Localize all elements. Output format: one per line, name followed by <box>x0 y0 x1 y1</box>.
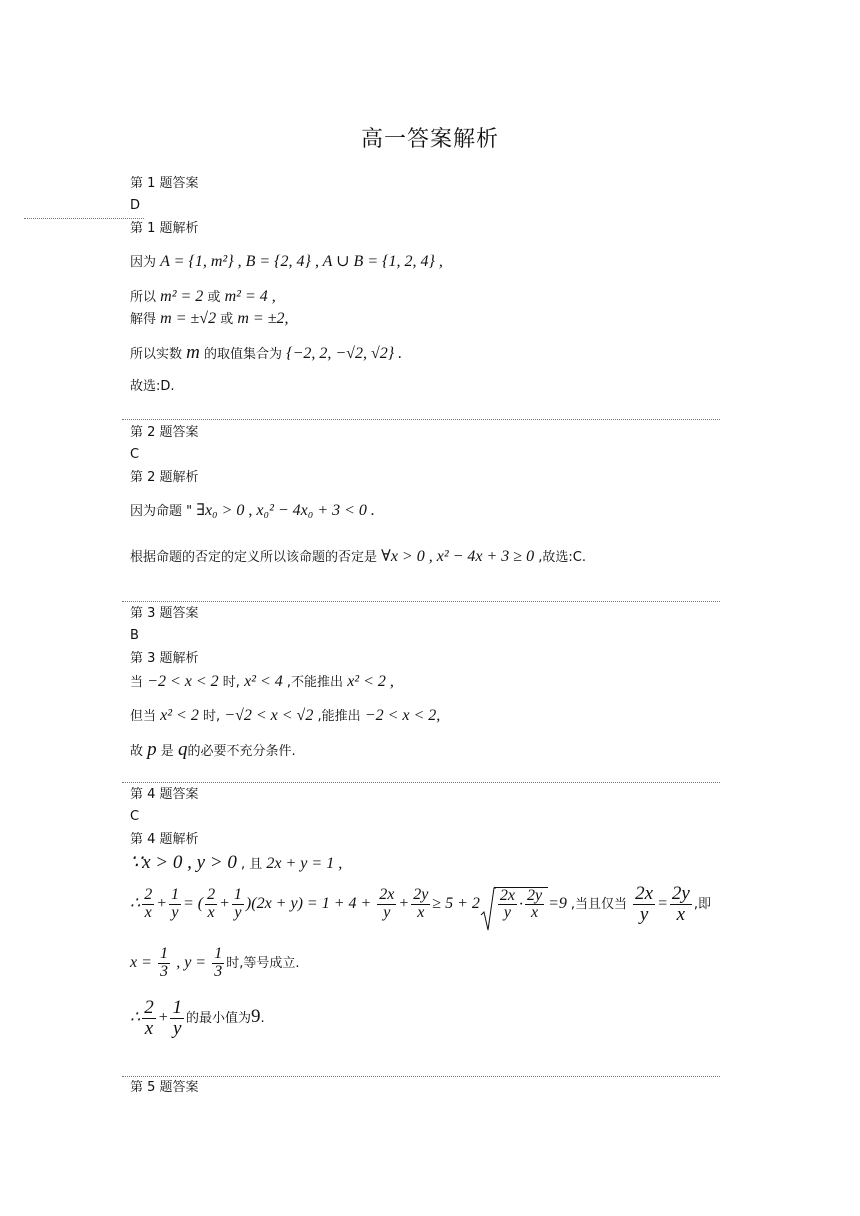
formula: ∀x > 0 , x² − 4x + 3 ≥ 0 <box>381 548 535 565</box>
q4-analysis-heading: 第 4 题解析 <box>130 832 199 847</box>
text: ,故选:C. <box>538 550 586 565</box>
formula: m = ±√2 <box>160 310 217 327</box>
text: 时, <box>203 709 221 724</box>
formula: 2x + y = 1 , <box>266 855 343 872</box>
q2-answer: C <box>130 447 140 462</box>
q1-answer-heading: 第 1 题答案 <box>130 176 199 191</box>
divider <box>24 218 144 219</box>
formula: x² < 2 , <box>347 673 394 690</box>
q3-answer-heading: 第 3 题答案 <box>130 606 199 621</box>
q1-answer: D <box>130 198 141 213</box>
text: 的取值集合为 <box>204 347 283 362</box>
formula: $\frac{1}{3}$ <box>214 945 223 980</box>
variable: q <box>177 739 188 760</box>
formula: {−2, 2, −√2, √2} . <box>286 345 403 362</box>
q3-line-1 <box>130 674 394 690</box>
text: 或 <box>207 290 221 305</box>
q1-line-3 <box>130 311 289 327</box>
formula: x = <box>130 953 152 971</box>
q1-line-2 <box>130 289 276 305</box>
q2-analysis-heading: 第 2 题解析 <box>130 470 199 485</box>
formula: −2 < x < 2 <box>147 673 219 690</box>
text: ,即 <box>693 897 711 913</box>
text: 时, <box>222 675 240 690</box>
q2-line-1 <box>130 503 375 519</box>
q3-answer: B <box>130 628 139 643</box>
q4-line-3 <box>130 946 300 981</box>
text: 所以实数 <box>130 347 183 362</box>
q3-line-3 <box>130 740 296 759</box>
text: 因为命题 " <box>130 504 193 519</box>
text: ,能推出 <box>317 709 361 724</box>
formula: m² = 4 , <box>224 288 276 305</box>
divider <box>122 782 720 783</box>
q2-answer-heading: 第 2 题答案 <box>130 425 199 440</box>
text: 的最小值为 <box>185 1011 251 1027</box>
formula: ∴ $\frac{2}{x}$ + $\frac{1}{y}$ <box>130 997 182 1039</box>
formula: A = {1, m²} , B = {2, 4} , A ∪ B = {1, 2, 4} , <box>160 253 443 270</box>
text: 的必要不充分条件. <box>187 744 296 759</box>
text: ,不能推出 <box>286 675 344 690</box>
formula: $\frac{2x}{y}$ = $\frac{2y}{x}$ <box>635 883 690 925</box>
text: , 且 <box>241 857 263 872</box>
q2-line-2 <box>130 549 586 565</box>
text: 时,等号成立. <box>226 955 300 971</box>
text: 当 <box>130 675 144 690</box>
q3-line-2 <box>130 708 440 724</box>
formula: $\frac{1}{3}$ <box>160 945 169 980</box>
divider <box>122 601 720 602</box>
variable: m <box>186 342 200 363</box>
formula: −2 < x < 2, <box>364 707 441 724</box>
q4-line-1 <box>130 853 342 872</box>
text: 故 <box>130 744 144 759</box>
formula: m = ±2, <box>237 310 289 327</box>
text: ,当且仅当 <box>570 897 628 913</box>
text: 根据命题的否定的定义所以该命题的否定是 <box>130 550 378 565</box>
text: 因为 <box>130 255 157 270</box>
q5-answer-heading: 第 5 题答案 <box>130 1080 199 1095</box>
q1-analysis-heading: 第 1 题解析 <box>130 221 199 236</box>
text: 解得 <box>130 312 157 327</box>
q1-conclusion: 故选:D. <box>130 379 175 394</box>
q4-line-2 <box>130 884 711 925</box>
formula: m² = 2 <box>160 288 204 305</box>
q4-answer: C <box>130 809 140 824</box>
formula: x² < 2 <box>160 707 199 724</box>
variable: p <box>147 739 157 760</box>
formula: , y = <box>176 953 207 971</box>
divider <box>122 1076 720 1077</box>
text: . <box>260 1011 265 1027</box>
formula: ∵x > 0 , y > 0 <box>130 852 237 873</box>
page-title: 高一答案解析 <box>360 127 499 152</box>
q4-line-4 <box>130 998 265 1039</box>
text: 但当 <box>130 709 157 724</box>
q1-line-1 <box>130 254 443 270</box>
min-value: 9 <box>251 1006 261 1028</box>
formula: x² < 4 <box>244 673 283 690</box>
text: 所以 <box>130 290 157 305</box>
text: 是 <box>160 744 174 759</box>
q4-answer-heading: 第 4 题答案 <box>130 787 199 802</box>
formula: ∃x₀ > 0 , x₀² − 4x₀ + 3 < 0 . <box>196 502 375 519</box>
q1-line-4 <box>130 343 402 362</box>
divider <box>122 419 720 420</box>
formula: −√2 < x < √2 <box>224 707 314 724</box>
text: 或 <box>220 312 234 327</box>
formula: ∴ $\frac{2}{x}$ + $\frac{1}{y}$ = ( $\frac{2}{x}$ + $\frac{1}{y}$ )(2x + y) = 1 + 4 + $\frac{2x}{y}$ + $\frac{2y}{x}$ ≥ 5 + 2 $\frac{2x}{y}$ · $\frac{2y}{x}$ =9 <box>130 895 571 912</box>
q3-analysis-heading: 第 3 题解析 <box>130 651 199 666</box>
